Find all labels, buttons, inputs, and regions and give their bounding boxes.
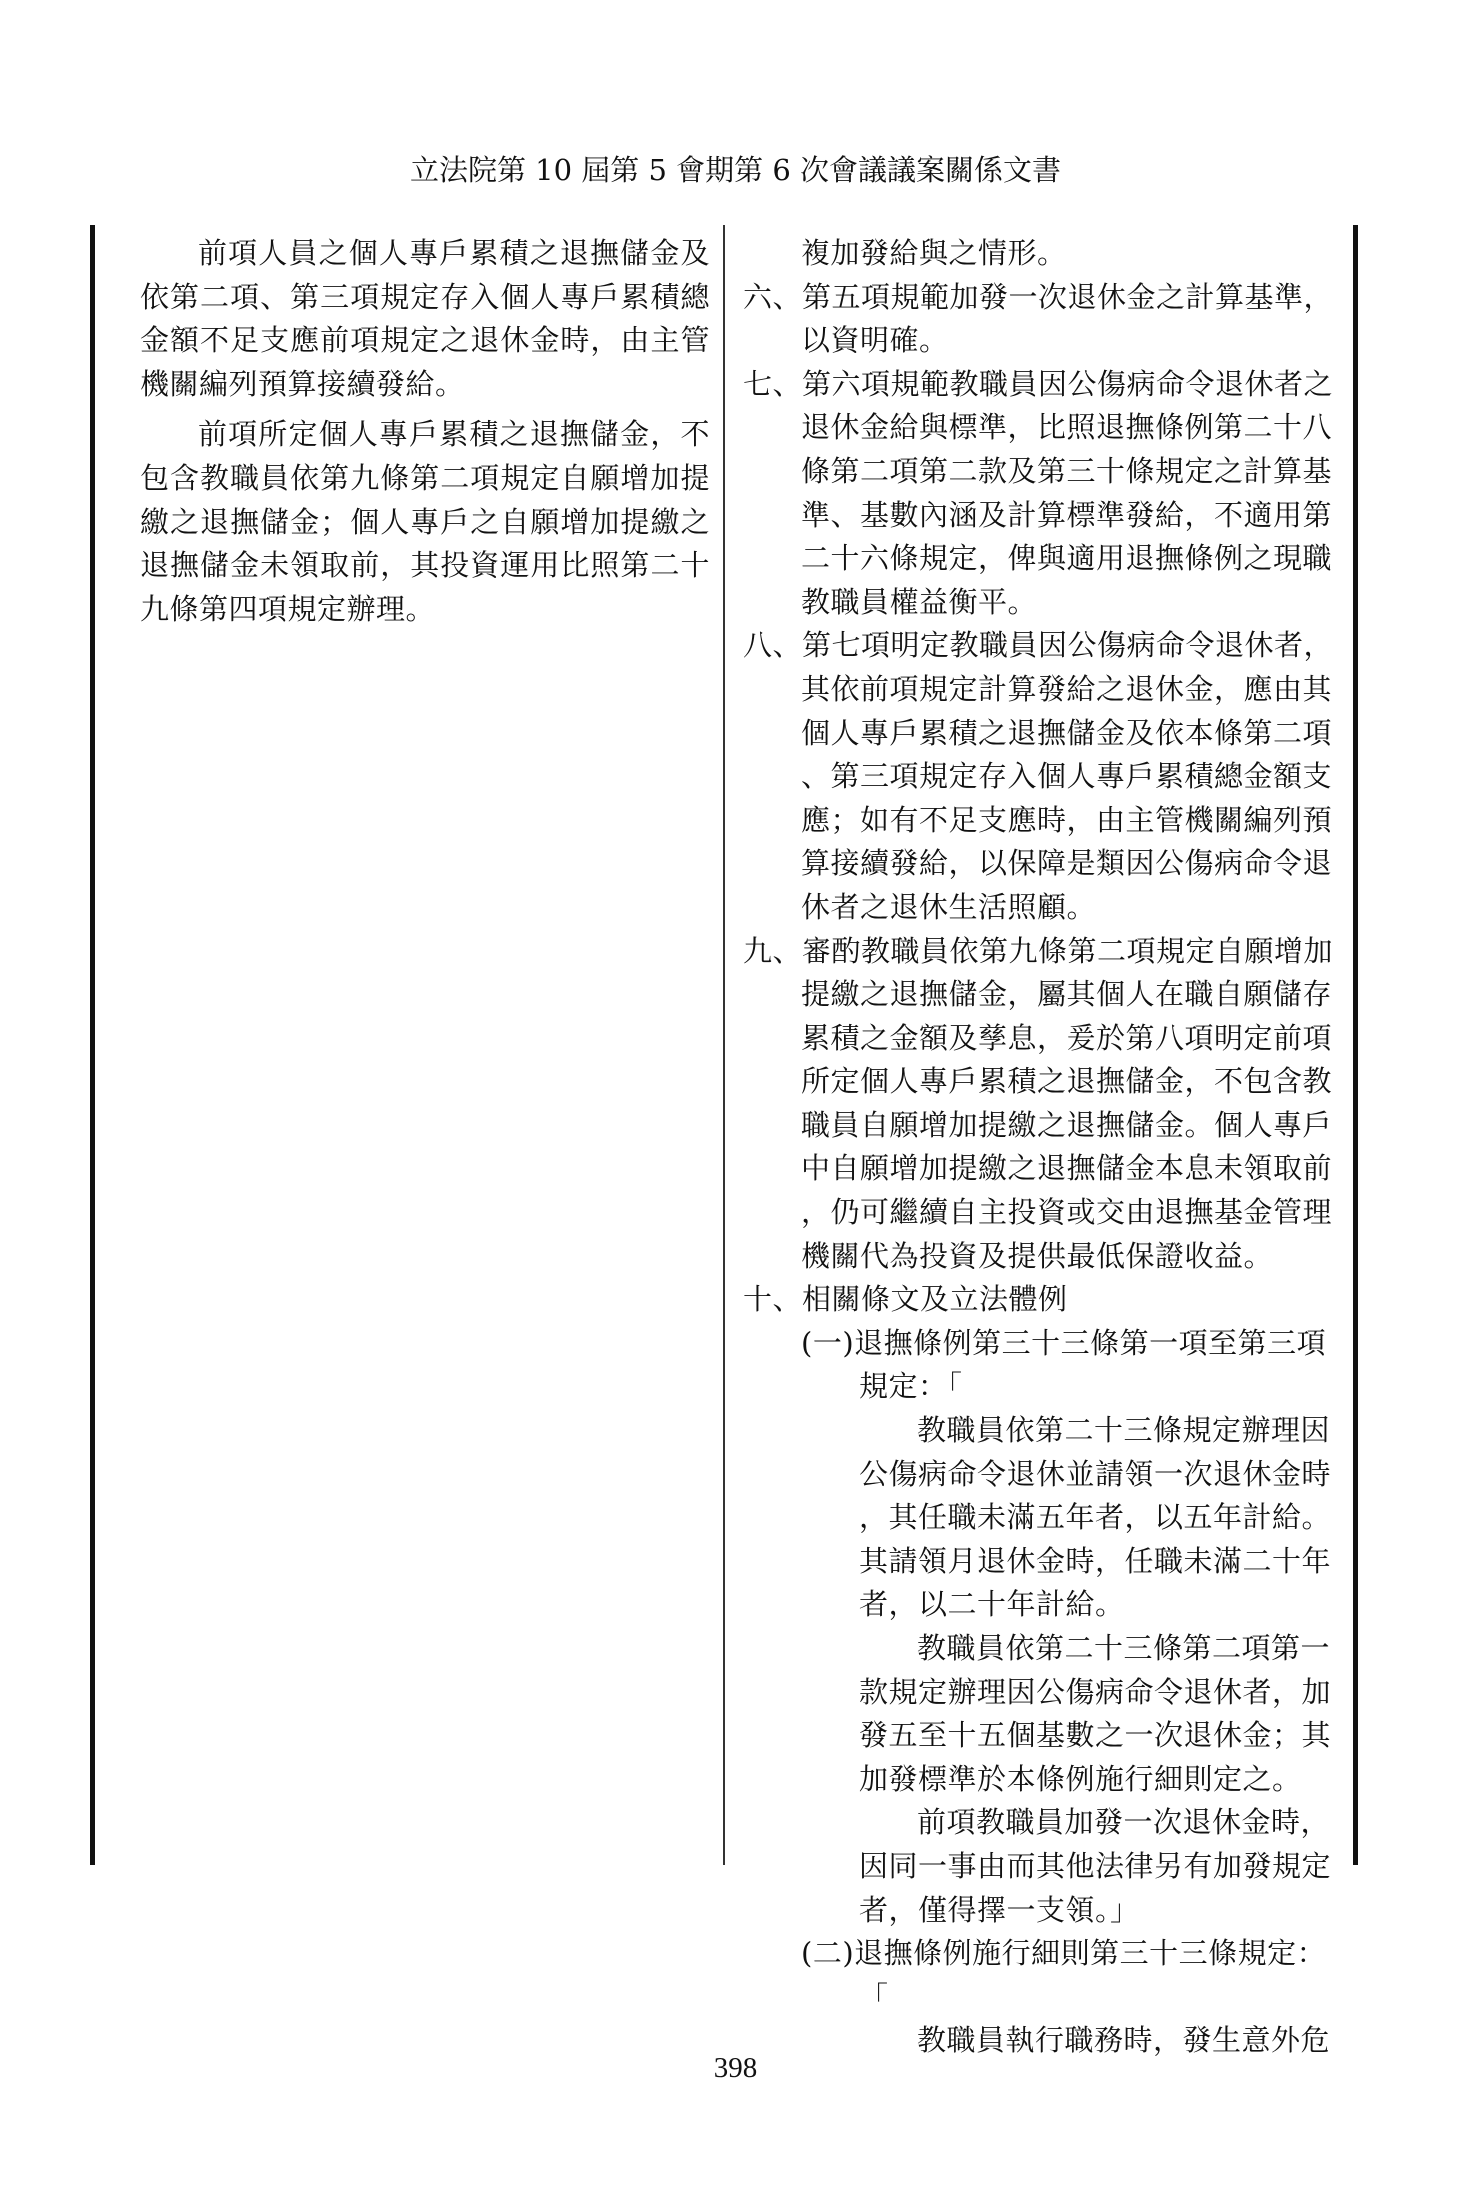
right-border-rule (1353, 225, 1358, 1865)
text-line: 者，以二十年計給。 (859, 1587, 1125, 1622)
text-line: 九、審酌教職員依第九條第二項規定自願增加 (743, 933, 1334, 968)
text-line: 教職員依第二十三條第二項第一 (917, 1631, 1331, 1665)
text-line: 、第三項規定存入個人專戶累積總金額支 (801, 759, 1333, 794)
right-column (743, 232, 1343, 2063)
text-line: 準、基數內涵及計算標準發給，不適用第 (801, 497, 1333, 532)
text-line: 十、相關條文及立法體例 (743, 1282, 1068, 1317)
text-line: 六、第五項規範加發一次退休金之計算基準， (743, 279, 1334, 314)
text-line: 規定：「 (859, 1369, 963, 1404)
text-line: 其依前項規定計算發給之退休金，應由其 (801, 671, 1333, 706)
text-line: 八、第七項明定教職員因公傷病命令退休者， (743, 628, 1334, 663)
text-line: 算接續發給，以保障是類因公傷病命令退 (801, 846, 1333, 881)
left-paragraph: 前項人員之個人專戶累積之退撫儲金及依第二項、第三項規定存入個人專戶累積總金額不足支應前項規定之退休金時，由主管機關編列預算接續發給。 (140, 236, 710, 401)
text-line: 七、第六項規範教職員因公傷病命令退休者之 (743, 366, 1334, 401)
text-line: 條第二項第二款及第三十條規定之計算基 (801, 453, 1333, 488)
left-column (140, 232, 710, 638)
text-line: 複加發給與之情形。 (801, 236, 1067, 270)
text-line: 職員自願增加提繳之退撫儲金。個人專戶 (801, 1107, 1333, 1142)
text-line: ，其任職未滿五年者，以五年計給。 (859, 1500, 1332, 1535)
text-line: 個人專戶累積之退撫儲金及依本條第二項 (801, 715, 1333, 750)
text-line: (二)退撫條例施行細則第三十三條規定： (801, 1936, 1327, 1971)
text-line: 退休金給與標準，比照退撫條例第二十八 (801, 410, 1333, 445)
page-number: 398 (713, 2052, 758, 2084)
text-line: 因同一事由而其他法律另有加發規定 (859, 1848, 1332, 1883)
text-line: ，仍可繼續自主投資或交由退撫基金管理 (801, 1195, 1333, 1230)
text-line: 發五至十五個基數之一次退休金；其 (859, 1718, 1332, 1753)
text-line: 前項教職員加發一次退休金時， (917, 1805, 1331, 1840)
text-line: 中自願增加提繳之退撫儲金本息未領取前 (801, 1151, 1333, 1186)
text-line: 累積之金額及孳息，爰於第八項明定前項 (801, 1020, 1333, 1055)
document-header: 立法院第 10 屆第 5 會期第 6 次會議議案關係文書 (409, 153, 1062, 187)
text-line: 提繳之退撫儲金，屬其個人在職自願儲存 (801, 977, 1333, 1012)
column-divider (723, 225, 725, 1865)
text-line: 二十六條規定，俾與適用退撫條例之現職 (801, 541, 1333, 576)
text-line: 休者之退休生活照顧。 (801, 889, 1097, 924)
text-line: 教職員執行職務時，發生意外危 (917, 2023, 1331, 2058)
text-line: (一)退撫條例第三十三條第一項至第三項 (801, 1325, 1327, 1360)
text-line: 「 (859, 1979, 889, 2014)
left-border-rule (90, 225, 95, 1865)
text-line: 所定個人專戶累積之退撫儲金，不包含教 (801, 1064, 1333, 1099)
text-line: 公傷病命令退休並請領一次退休金時 (859, 1456, 1332, 1491)
text-line: 教職員依第二十三條規定辦理因 (917, 1413, 1331, 1448)
left-paragraph: 前項所定個人專戶累積之退撫儲金，不包含教職員依第九條第二項規定自願增加提繳之退撫儲金；個人專戶之自願增加提繳之退撫儲金未領取前，其投資運用比照第二十九條第四項規定辦理。 (140, 417, 710, 626)
text-line: 教職員權益衡平。 (801, 584, 1038, 619)
text-line: 款規定辦理因公傷病命令退休者，加 (859, 1674, 1332, 1709)
text-line: 其請領月退休金時，任職未滿二十年 (859, 1543, 1332, 1578)
text-line: 以資明確。 (801, 323, 949, 358)
text-line: 加發標準於本條例施行細則定之。 (859, 1761, 1302, 1796)
text-line: 應；如有不足支應時，由主管機關編列預 (801, 802, 1333, 837)
text-line: 機關代為投資及提供最低保證收益。 (801, 1238, 1274, 1273)
text-line: 者，僅得擇一支領。」 (859, 1892, 1140, 1927)
